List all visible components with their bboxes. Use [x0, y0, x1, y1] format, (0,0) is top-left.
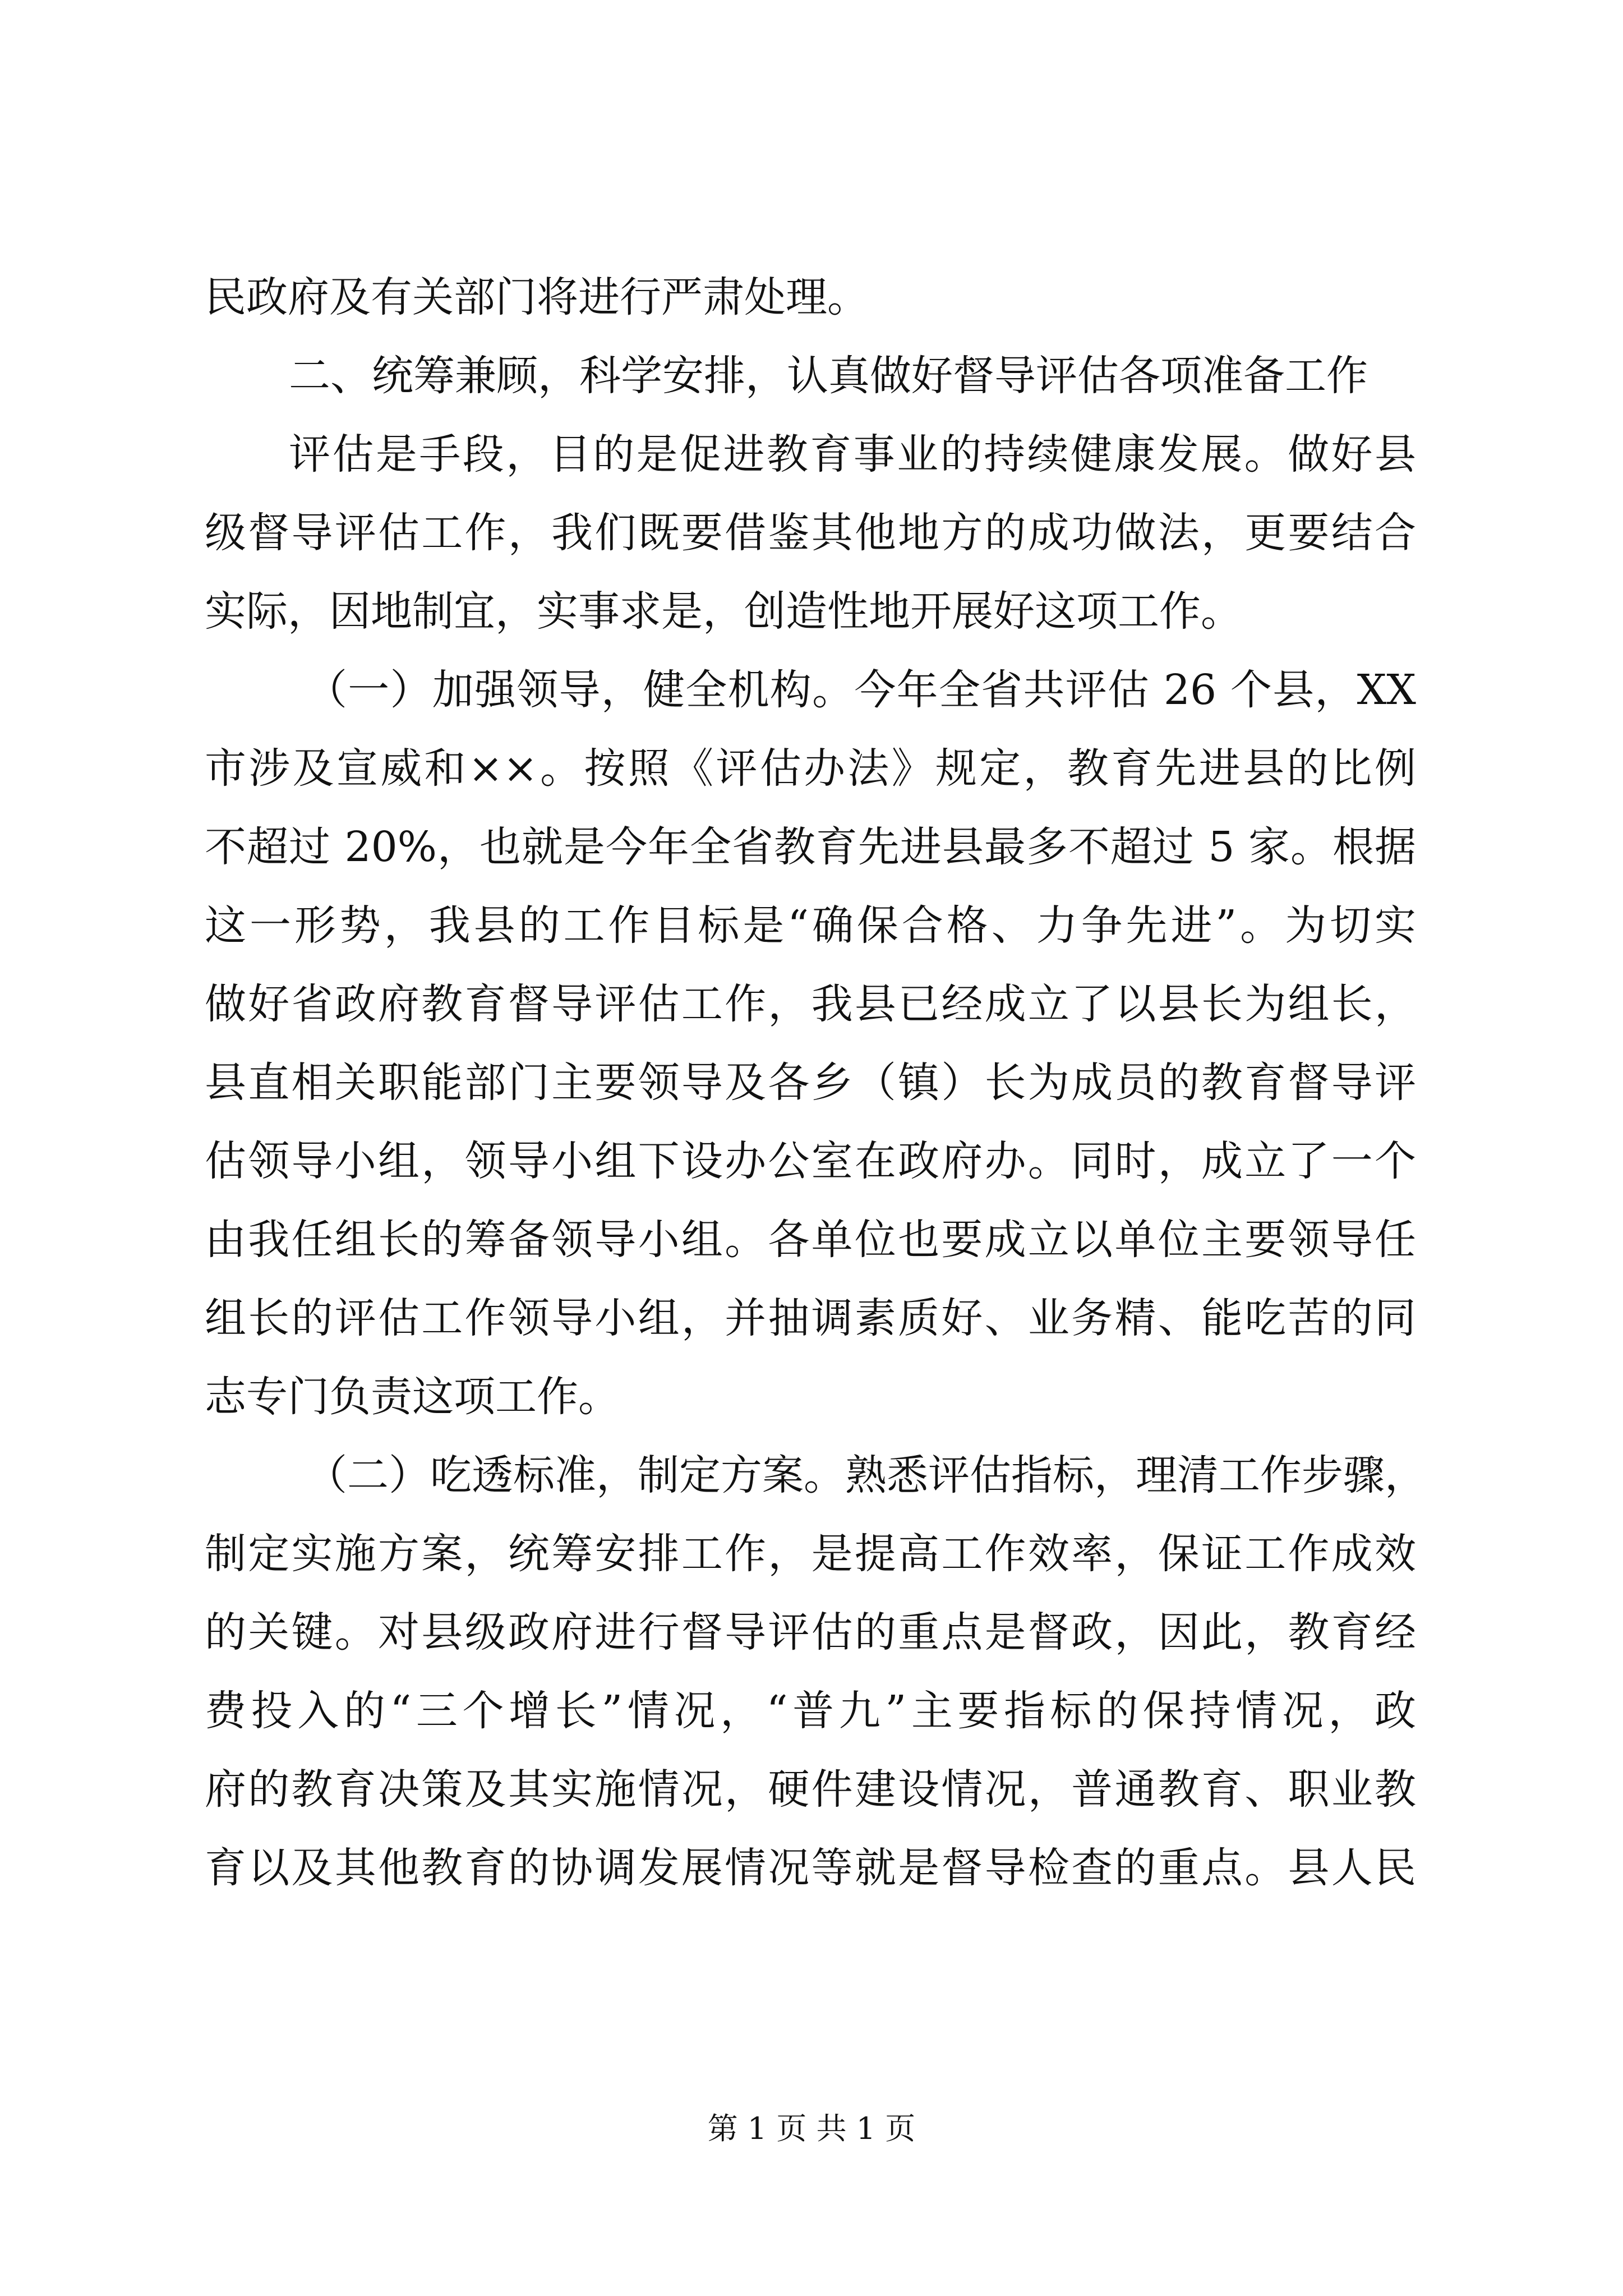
- text-line-21: 育以及其他教育的协调发展情况等就是督导检查的重点。县人民: [205, 1844, 1416, 1892]
- text-line-18: 的关键。对县级政府进行督导评估的重点是督政，因此，教育经: [205, 1608, 1416, 1657]
- text-line-9: 这一形势，我县的工作目标是“确保合格、力争先进”。为切实: [205, 901, 1416, 950]
- text-line-20: 府的教育决策及其实施情况，硬件建设情况，普通教育、职业教: [205, 1765, 1416, 1814]
- section-heading-2: 二、统筹兼顾，科学安排，认真做好督导评估各项准备工作: [289, 352, 1368, 400]
- text-line-5: 实际，因地制宜，实事求是，创造性地开展好这项工作。: [205, 587, 1242, 636]
- text-line-1: 民政府及有关部门将进行严肃处理。: [205, 273, 869, 321]
- text-line-7: 市涉及宣威和××。按照《评估办法》规定，教育先进县的比例: [205, 744, 1416, 793]
- text-line-19: 费投入的“三个增长”情况，“普九”主要指标的保持情况，政: [205, 1687, 1416, 1735]
- text-line-14: 组长的评估工作领导小组，并抽调素质好、业务精、能吃苦的同: [205, 1294, 1416, 1342]
- text-line-13: 由我任组长的筹备领导小组。各单位也要成立以单位主要领导任: [205, 1216, 1416, 1264]
- text-line-17: 制定实施方案，统筹安排工作，是提高工作效率，保证工作成效: [205, 1530, 1416, 1578]
- text-line-11: 县直相关职能部门主要领导及各乡（镇）长为成员的教育督导评: [205, 1059, 1416, 1107]
- document-body: [205, 258, 1426, 1907]
- subsection-heading-2: （二）吃透标准，制定方案。熟悉评估指标，理清工作步骤，: [306, 1451, 1426, 1499]
- text-line-4: 级督导评估工作，我们既要借鉴其他地方的成功做法，更要结合: [205, 509, 1416, 557]
- page-number-label: 第 1 页 共 1 页: [707, 2111, 916, 2146]
- subsection-heading-1: （一）加强领导，健全机构。今年全省共评估 26 个县，XX: [306, 666, 1416, 714]
- text-line-12: 估领导小组，领导小组下设办公室在政府办。同时，成立了一个: [205, 1137, 1416, 1185]
- text-line-8: 不超过 20%，也就是今年全省教育先进县最多不超过 5 家。根据: [205, 823, 1416, 871]
- text-line-15: 志专门负责这项工作。: [205, 1373, 620, 1421]
- page-footer: [0, 2109, 1623, 2148]
- text-line-3: 评估是手段，目的是促进教育事业的持续健康发展。做好县: [289, 430, 1416, 478]
- text-line-10: 做好省政府教育督导评估工作，我县已经成立了以县长为组长，: [205, 980, 1416, 1028]
